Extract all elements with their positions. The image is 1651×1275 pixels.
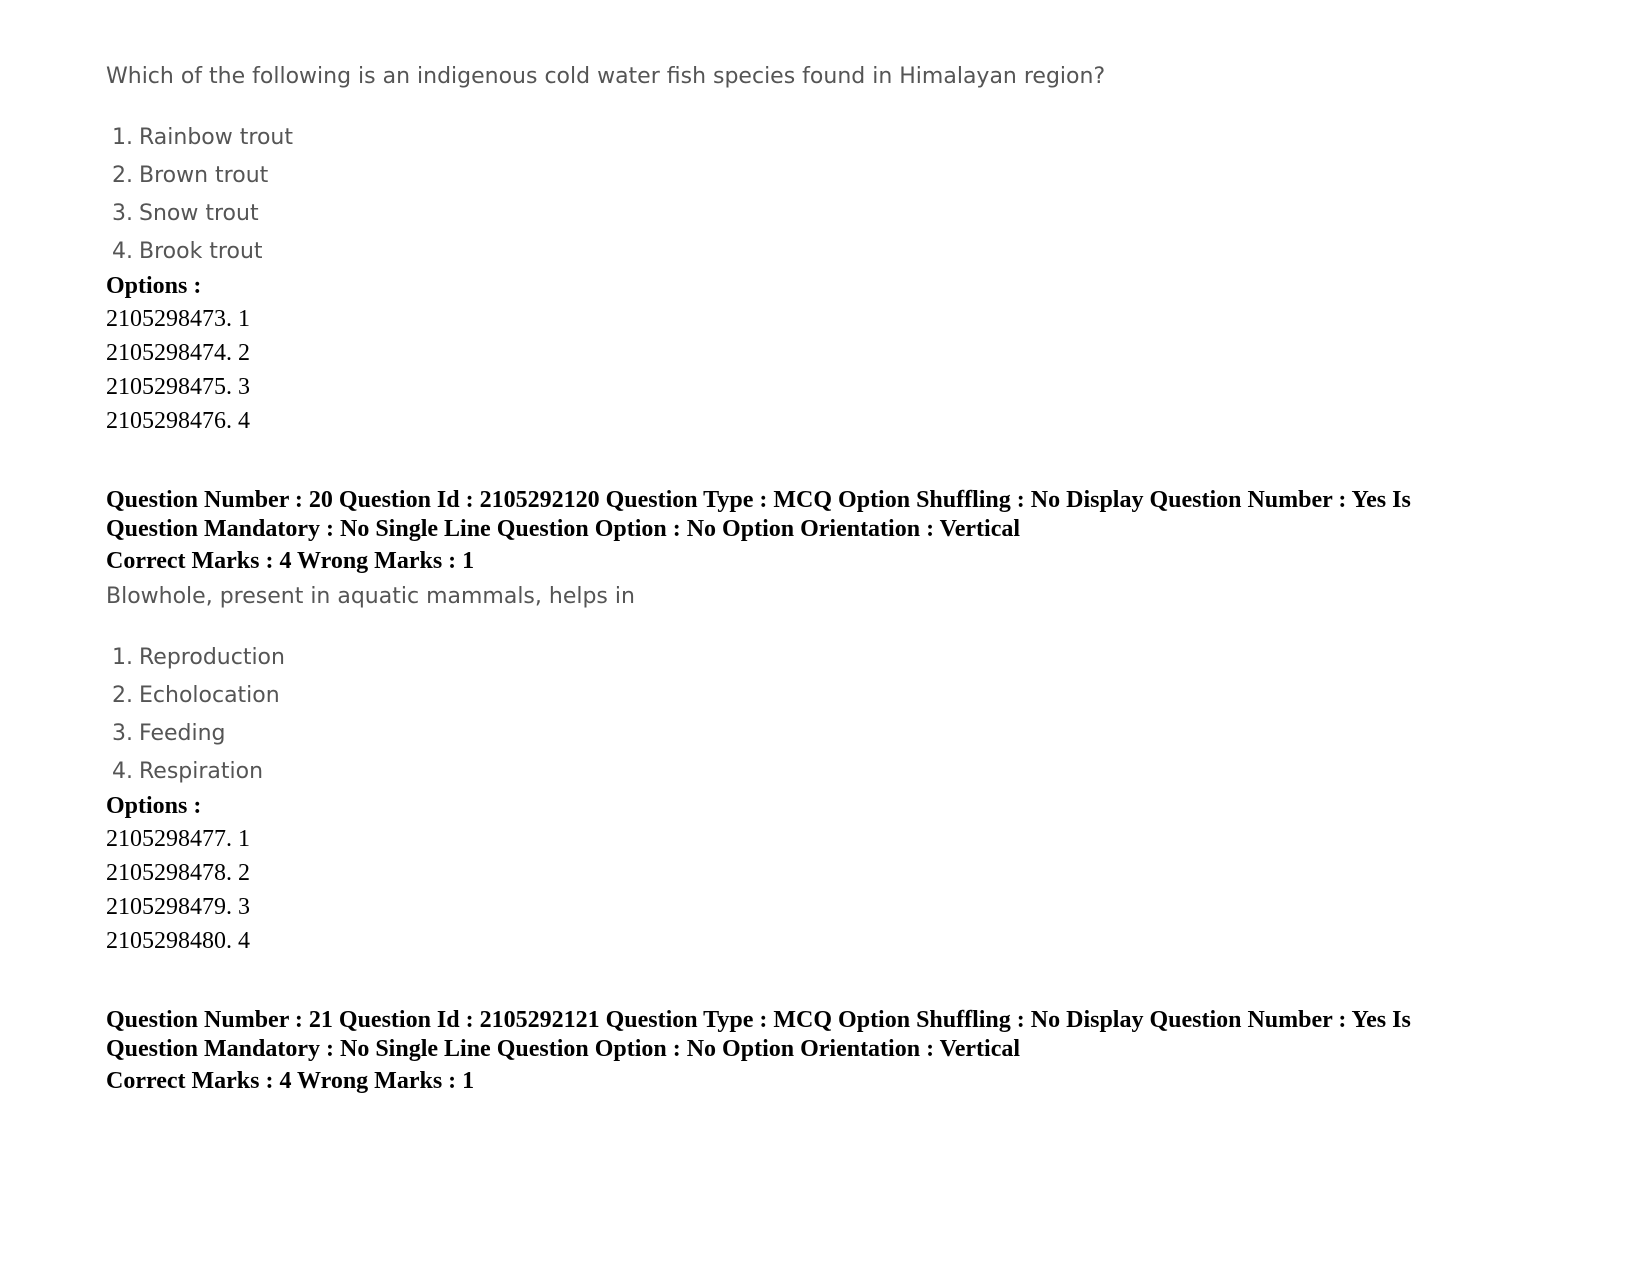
options-label: Options : bbox=[106, 273, 202, 299]
question-text: Blowhole, present in aquatic mammals, helps in bbox=[106, 584, 635, 609]
choice-label: Brook trout bbox=[139, 239, 263, 264]
choice-number: 3. bbox=[112, 201, 133, 226]
option-row: 2105298473. 1 bbox=[106, 306, 250, 332]
question-meta bbox=[106, 486, 1506, 544]
choice-list bbox=[106, 119, 1546, 271]
choice-item bbox=[112, 715, 1546, 753]
question-19 bbox=[106, 62, 1546, 438]
choice-item bbox=[112, 195, 1546, 233]
question-meta bbox=[106, 1006, 1506, 1064]
choice-label: Brown trout bbox=[139, 163, 269, 188]
question-meta-line: Question Mandatory : No Single Line Question Option : No Option Orientation : Vertical bbox=[106, 1036, 1021, 1062]
choice-number: 4. bbox=[112, 759, 133, 784]
option-row: 2105298480. 4 bbox=[106, 928, 250, 954]
options-label: Options : bbox=[106, 793, 202, 819]
choice-number: 4. bbox=[112, 239, 133, 264]
choice-item bbox=[112, 753, 1546, 791]
question-meta-line: Question Number : 20 Question Id : 2105292120 Question Type : MCQ Option Shuffling : No Display Question Number : Yes Is bbox=[106, 487, 1411, 513]
option-row: 2105298479. 3 bbox=[106, 894, 250, 920]
choice-item bbox=[112, 233, 1546, 271]
choice-label: Echolocation bbox=[139, 683, 280, 708]
choice-item bbox=[112, 639, 1546, 677]
document-page bbox=[106, 62, 1546, 1098]
option-row: 2105298478. 2 bbox=[106, 860, 250, 886]
choice-label: Respiration bbox=[139, 759, 264, 784]
question-text: Which of the following is an indigenous cold water fish species found in Himalayan region? bbox=[106, 64, 1106, 89]
marks-line: Correct Marks : 4 Wrong Marks : 1 bbox=[106, 548, 475, 574]
choice-list bbox=[106, 639, 1546, 791]
choice-number: 1. bbox=[112, 125, 133, 150]
choice-label: Snow trout bbox=[139, 201, 259, 226]
question-21 bbox=[106, 1006, 1546, 1098]
option-row: 2105298477. 1 bbox=[106, 826, 250, 852]
choice-item bbox=[112, 157, 1546, 195]
choice-item bbox=[112, 677, 1546, 715]
option-row: 2105298476. 4 bbox=[106, 408, 250, 434]
choice-number: 2. bbox=[112, 683, 133, 708]
choice-number: 2. bbox=[112, 163, 133, 188]
choice-item bbox=[112, 119, 1546, 157]
option-row: 2105298475. 3 bbox=[106, 374, 250, 400]
choice-label: Reproduction bbox=[139, 645, 285, 670]
question-meta-line: Question Number : 21 Question Id : 2105292121 Question Type : MCQ Option Shuffling : No Display Question Number : Yes Is bbox=[106, 1007, 1411, 1033]
choice-label: Rainbow trout bbox=[139, 125, 293, 150]
choice-number: 3. bbox=[112, 721, 133, 746]
question-meta-line: Question Mandatory : No Single Line Question Option : No Option Orientation : Vertical bbox=[106, 516, 1021, 542]
marks-line: Correct Marks : 4 Wrong Marks : 1 bbox=[106, 1068, 475, 1094]
choice-number: 1. bbox=[112, 645, 133, 670]
option-row: 2105298474. 2 bbox=[106, 340, 250, 366]
question-20 bbox=[106, 486, 1546, 958]
choice-label: Feeding bbox=[139, 721, 226, 746]
